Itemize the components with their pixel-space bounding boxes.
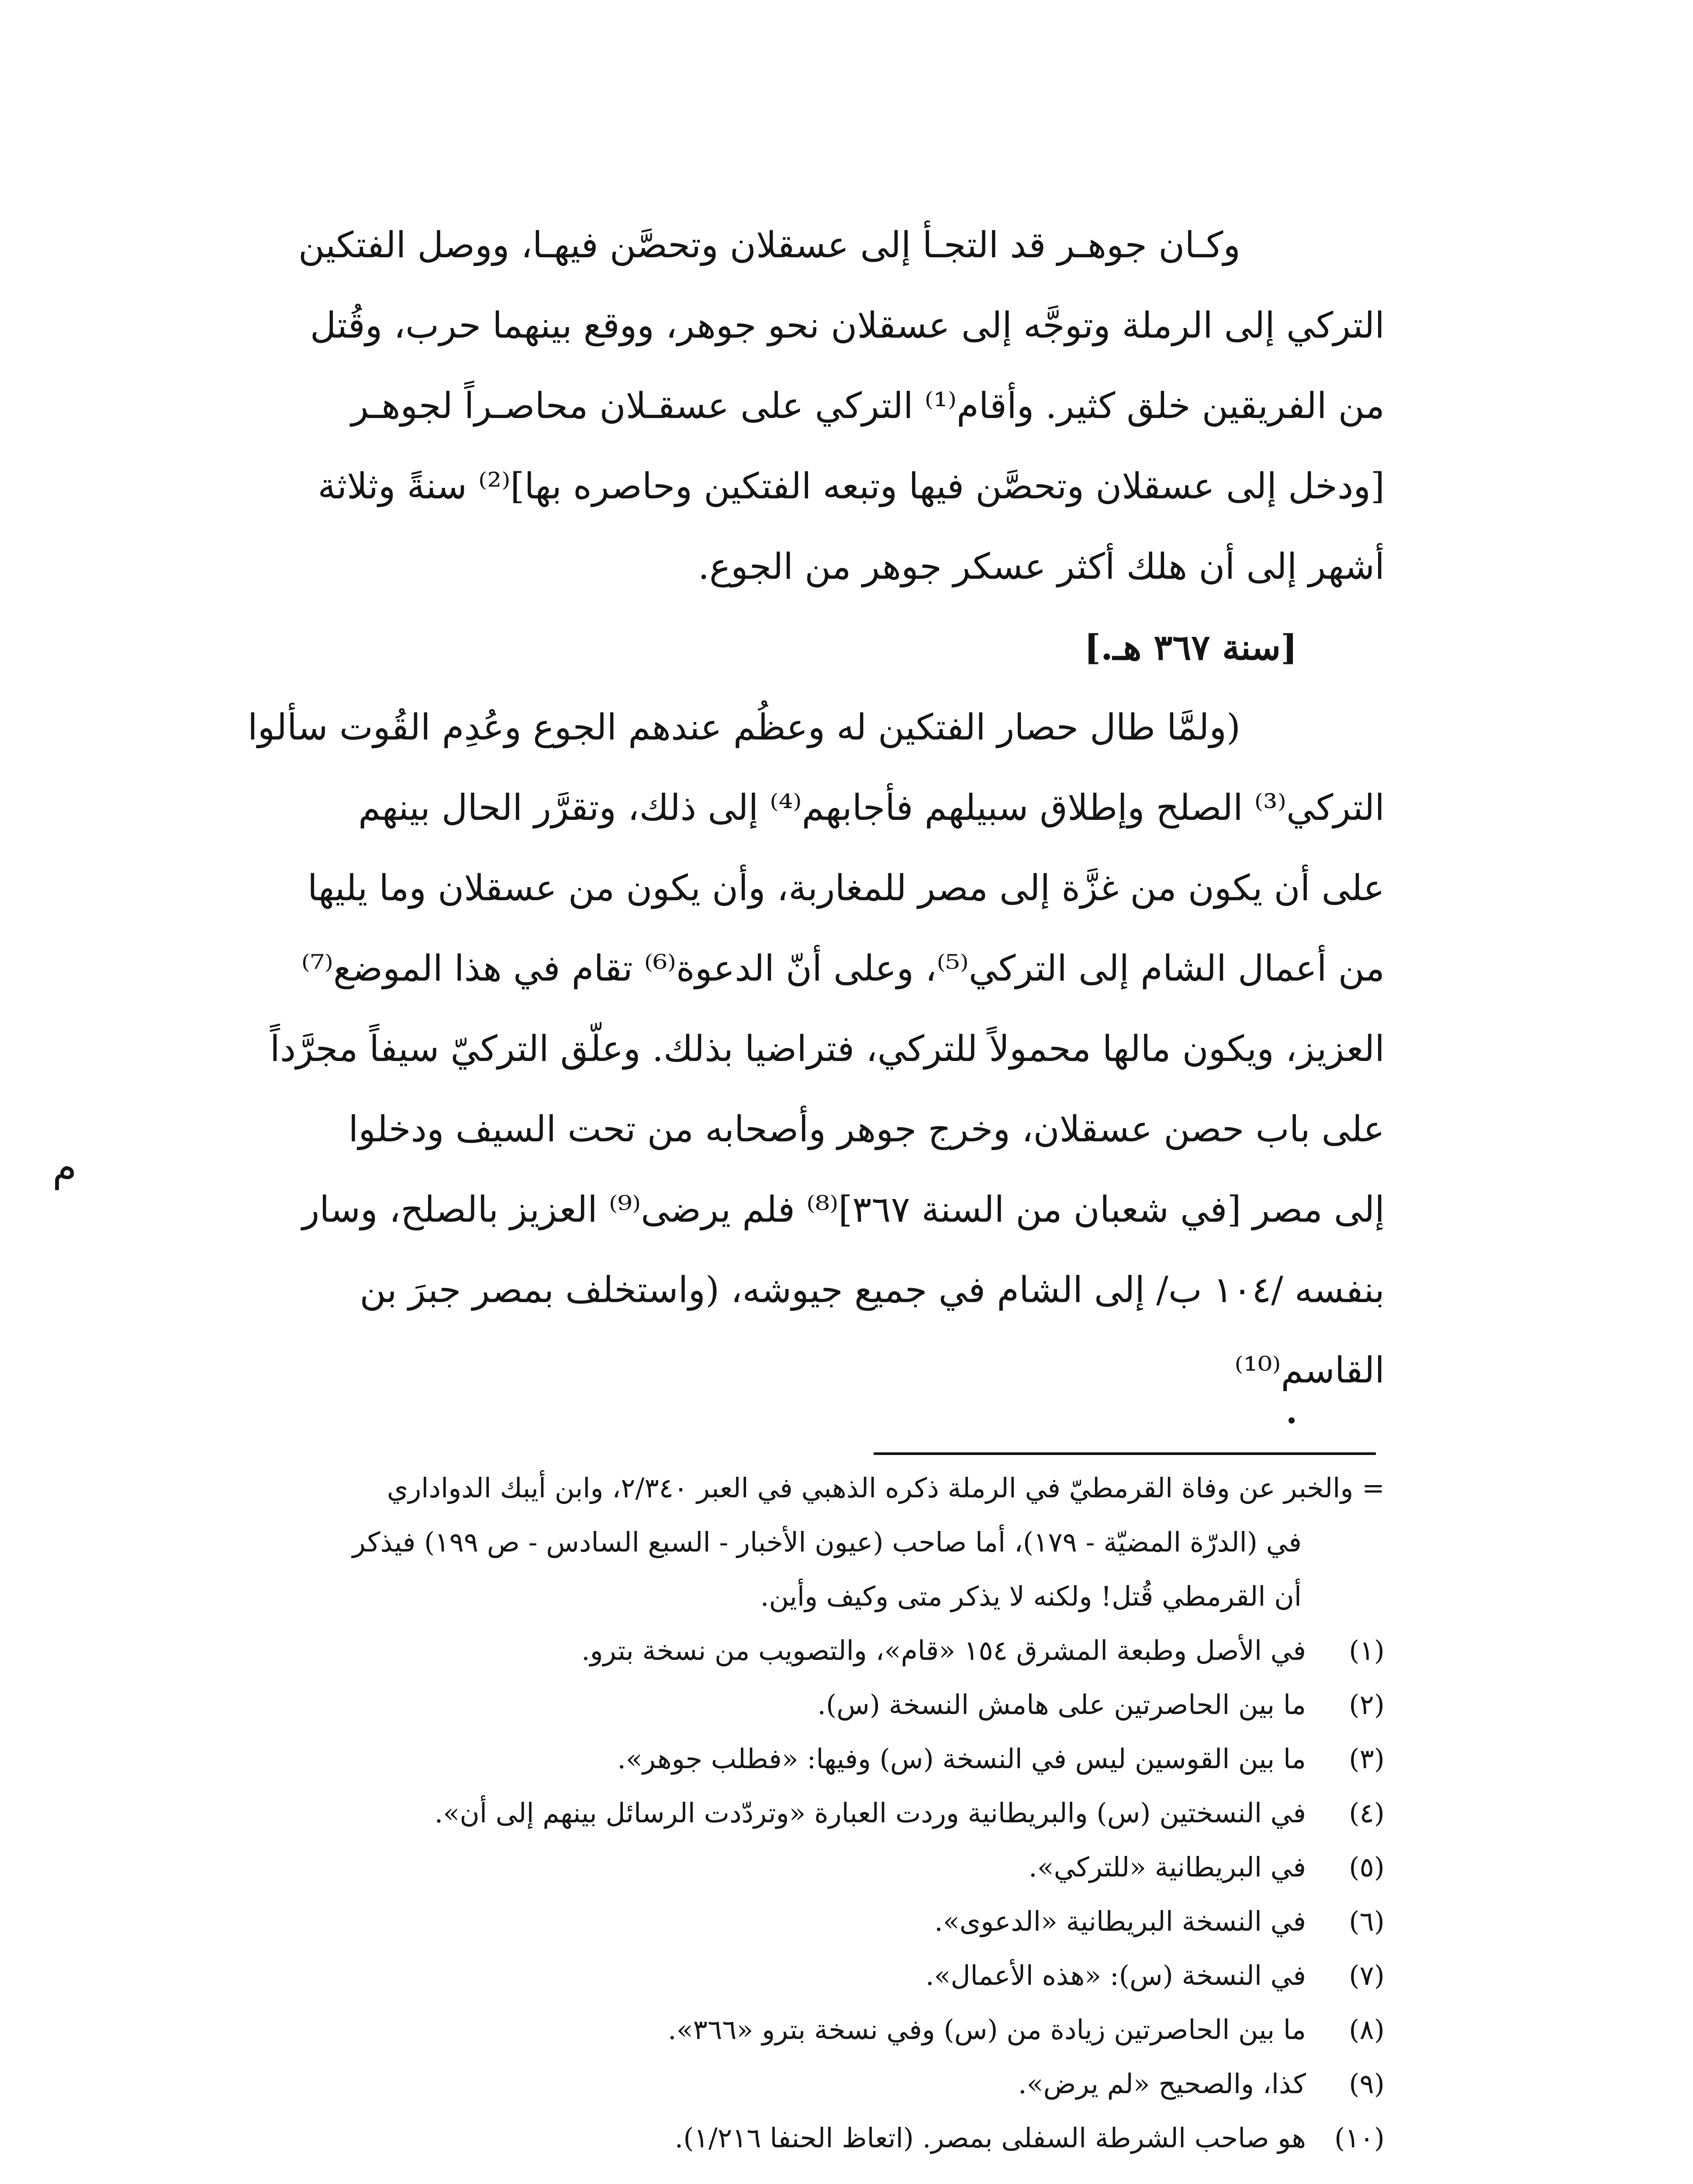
footnote-number: (٢)	[1349, 1689, 1385, 1721]
text-line-4: [ودخل إلى عسقلان وتحصَّن فيها وتبعه الفتكين وحاصره بها]⁽²⁾ سنةً وثلاثة	[318, 466, 1385, 507]
text-line-14: القاسم⁽¹⁰⁾	[1234, 1350, 1385, 1391]
footnote-text: ما بين الحاصرتين على هامش النسخة (س).	[817, 1689, 1306, 1721]
footnote-3	[131, 1732, 1385, 1786]
footnote-10	[131, 2111, 1385, 2165]
margin-mark: م	[52, 1144, 77, 1190]
footnote-number: (٨)	[1349, 2014, 1385, 2046]
text-line-7: التركي⁽³⁾ الصلح وإطلاق سبيلهم فأجابهم⁽⁴⁾ إلى ذلك، وتقرَّر الحال بينهم	[358, 787, 1385, 829]
text-line-10: العزيز، ويكون مالها محمولاً للتركي، فتراضيا بذلك. وعلّق التركيّ سيفاً مجرَّداً	[270, 1028, 1385, 1070]
footnote-number: (٩)	[1349, 2068, 1385, 2100]
section-heading: [سنة ٣٦٧ هـ.]	[1084, 627, 1297, 668]
separator-dot	[1289, 1417, 1295, 1424]
footnote-text: في النسخة (س): «هذه الأعمال».	[925, 1959, 1306, 1991]
footnote-divider	[874, 1452, 1376, 1455]
footnote-text: في البريطانية «للتركي».	[1028, 1851, 1306, 1883]
footnote-text: هو صاحب الشرطة السفلى بمصر. (اتعاظ الحنفا ١/٢١٦).	[674, 2122, 1306, 2154]
footnote-number: (٣)	[1349, 1743, 1385, 1775]
footnote-text: كذا، والصحيح «لم يرض».	[1018, 2068, 1306, 2100]
footnote-number: (١٠)	[1334, 2122, 1385, 2154]
footnote-continuation-line-1: = والخبر عن وفاة القرمطيّ في الرملة ذكره الذهبي في العبر ٢/٣٤٠، وابن أيبك الدواداري	[387, 1472, 1385, 1504]
footnote-continuation-line-3: أن القرمطي قُتل! ولكنه لا يذكر متى وكيف وأين.	[760, 1580, 1302, 1612]
footnote-1	[131, 1624, 1385, 1678]
text-line-2: التركي إلى الرملة وتوجَّه إلى عسقلان نحو جوهر، ووقع بينهما حرب، وقُتل	[310, 305, 1385, 346]
text-line-5: أشهر إلى أن هلك أكثر عسكر جوهر من الجوع.	[698, 546, 1385, 587]
footnote-7	[131, 1949, 1385, 2003]
footnote-number: (٧)	[1349, 1959, 1385, 1991]
text-line-3: من الفريقين خلق كثير. وأقام⁽¹⁾ التركي على عسقـلان محاصـراً لجوهـر	[351, 385, 1385, 427]
footnote-text: ما بين القوسين ليس في النسخة (س) وفيها: «فطلب جوهر».	[617, 1743, 1306, 1775]
footnote-5	[131, 1840, 1385, 1894]
text-line-9: من أعمال الشام إلى التركي⁽⁵⁾، وعلى أنّ الدعوة⁽⁶⁾ تقام في هذا الموضع⁽⁷⁾	[301, 948, 1385, 989]
footnote-text: في النسختين (س) والبريطانية وردت العبارة «وتردّدت الرسائل بينهم إلى أن».	[434, 1797, 1306, 1829]
footnote-continuation-line-2: في (الدرّة المضيّة - ١٧٩)، أما صاحب (عيون الأخبار - السبع السادس - ص ١٩٩) فيذكر	[352, 1526, 1302, 1558]
footnote-6	[131, 1894, 1385, 1949]
main-text	[131, 205, 1385, 1411]
text-line-11: على باب حصن عسقلان، وخرج جوهر وأصحابه من تحت السيف ودخلوا	[348, 1109, 1385, 1150]
footnote-4	[131, 1786, 1385, 1840]
footnote-text: في النسخة البريطانية «الدعوى».	[934, 1905, 1306, 1937]
footnote-number: (٦)	[1349, 1905, 1385, 1937]
footnote-text: في الأصل وطبعة المشرق ١٥٤ «قام»، والتصويب من نسخة بترو.	[581, 1635, 1306, 1666]
text-line-1: وكـان جوهـر قد التجـأ إلى عسقلان وتحصَّن فيهـا، ووصل الفتكين	[298, 225, 1240, 266]
footnotes	[131, 1461, 1385, 2165]
footnote-text: ما بين الحاصرتين زيادة من (س) وفي نسخة بترو «٣٦٦».	[668, 2014, 1306, 2046]
text-line-6: (ولمَّا طال حصار الفتكين له وعظُم عندهم الجوع وعُدِم القُوت سألوا	[247, 707, 1240, 748]
footnote-number: (٥)	[1349, 1851, 1385, 1883]
footnote-9	[131, 2057, 1385, 2111]
text-line-8: على أن يكون من غزَّة إلى مصر للمغاربة، وأن يكون من عسقلان وما يليها	[307, 867, 1385, 909]
text-line-13: بنفسه /١٠٤ ب/ إلى الشام في جميع جيوشه، (واستخلف بمصر جبرَ بن	[359, 1269, 1385, 1311]
footnote-2	[131, 1678, 1385, 1732]
footnote-number: (٤)	[1349, 1797, 1385, 1829]
footnote-number: (١)	[1349, 1635, 1385, 1666]
text-line-12: إلى مصر [في شعبان من السنة ٣٦٧]⁽⁸⁾ فلم يرضى⁽⁹⁾ العزيز بالصلح، وسار	[302, 1189, 1385, 1230]
footnote-8	[131, 2003, 1385, 2057]
